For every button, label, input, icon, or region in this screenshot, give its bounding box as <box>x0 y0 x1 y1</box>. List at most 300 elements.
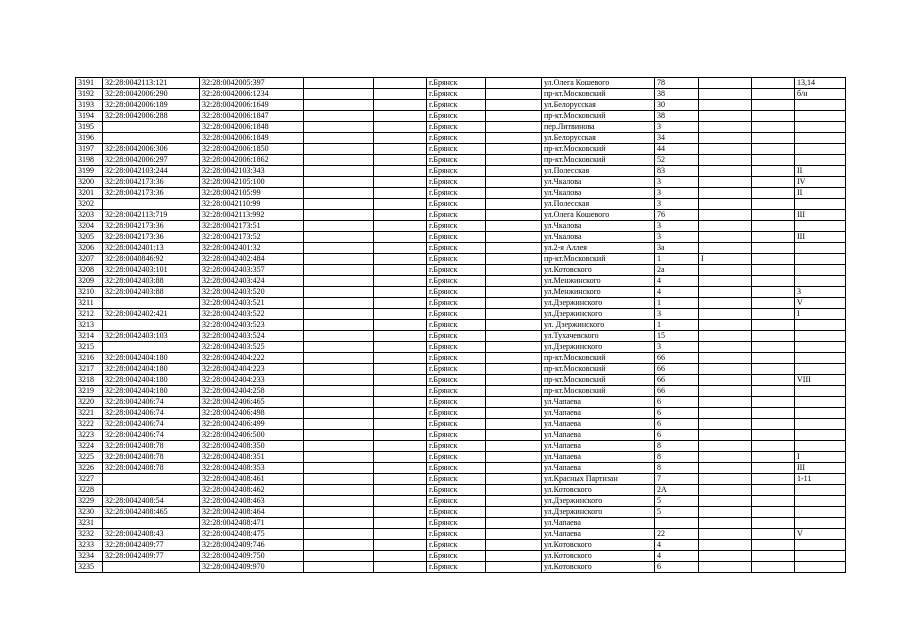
empty-cell <box>486 342 542 353</box>
city-cell: г.Брянск <box>427 364 486 375</box>
empty-cell <box>486 529 542 540</box>
cadastral-number-cell: 32:28:0042006:290 <box>103 89 200 100</box>
city-cell: г.Брянск <box>427 529 486 540</box>
house-cell: 4 <box>655 540 699 551</box>
empty-cell <box>374 166 427 177</box>
empty-cell <box>374 210 427 221</box>
table-row <box>76 408 846 419</box>
house-cell: 6 <box>655 419 699 430</box>
building-cell <box>699 177 752 188</box>
empty-cell <box>374 243 427 254</box>
empty-cell <box>304 232 374 243</box>
empty-cell <box>304 419 374 430</box>
city-cell: г.Брянск <box>427 342 486 353</box>
city-cell: г.Брянск <box>427 331 486 342</box>
street-cell: ул.Белорусская <box>542 100 655 111</box>
empty-cell <box>304 364 374 375</box>
building-cell <box>699 89 752 100</box>
row-number-cell: 3221 <box>76 408 103 419</box>
empty-cell <box>752 408 795 419</box>
object-cadastral-cell: 32:28:0042404:222 <box>200 353 304 364</box>
empty-cell <box>374 232 427 243</box>
street-cell: ул.Чкалова <box>542 221 655 232</box>
empty-cell <box>304 78 374 89</box>
cadastral-number-cell: 32:28:0042408:465 <box>103 507 200 518</box>
building-cell <box>699 287 752 298</box>
building-cell <box>699 309 752 320</box>
empty-cell <box>752 518 795 529</box>
empty-cell <box>304 166 374 177</box>
empty-cell <box>304 408 374 419</box>
premises-cell <box>795 276 846 287</box>
building-cell <box>699 221 752 232</box>
house-cell: 76 <box>655 210 699 221</box>
building-cell <box>699 485 752 496</box>
row-number-cell: 3217 <box>76 364 103 375</box>
premises-cell <box>795 265 846 276</box>
premises-cell: III <box>795 210 846 221</box>
table-row <box>76 331 846 342</box>
row-number-cell: 3202 <box>76 199 103 210</box>
empty-cell <box>304 210 374 221</box>
object-cadastral-cell: 32:28:0042006:1862 <box>200 155 304 166</box>
empty-cell <box>486 276 542 287</box>
empty-cell <box>374 265 427 276</box>
empty-cell <box>486 485 542 496</box>
empty-cell <box>486 320 542 331</box>
house-cell: 4 <box>655 276 699 287</box>
premises-cell <box>795 386 846 397</box>
house-cell: 6 <box>655 397 699 408</box>
row-number-cell: 3223 <box>76 430 103 441</box>
empty-cell <box>304 133 374 144</box>
premises-cell <box>795 507 846 518</box>
cadastral-number-cell: 32:28:0042006:288 <box>103 111 200 122</box>
empty-cell <box>486 551 542 562</box>
empty-cell <box>752 254 795 265</box>
object-cadastral-cell: 32:28:0042006:1847 <box>200 111 304 122</box>
empty-cell <box>752 331 795 342</box>
street-cell: ул.Олега Кошевого <box>542 78 655 89</box>
row-number-cell: 3201 <box>76 188 103 199</box>
row-number-cell: 3209 <box>76 276 103 287</box>
cadastral-number-cell: 32:28:0042173:36 <box>103 221 200 232</box>
empty-cell <box>304 144 374 155</box>
table-row <box>76 254 846 265</box>
row-number-cell: 3224 <box>76 441 103 452</box>
empty-cell <box>304 309 374 320</box>
cadastral-number-cell: 32:28:0042408:54 <box>103 496 200 507</box>
table-row <box>76 386 846 397</box>
table-row <box>76 199 846 210</box>
object-cadastral-cell: 32:28:0042173:52 <box>200 232 304 243</box>
row-number-cell: 3228 <box>76 485 103 496</box>
city-cell: г.Брянск <box>427 441 486 452</box>
house-cell: 78 <box>655 78 699 89</box>
object-cadastral-cell: 32:28:0042006:1850 <box>200 144 304 155</box>
object-cadastral-cell: 32:28:0042403:525 <box>200 342 304 353</box>
table-row <box>76 111 846 122</box>
empty-cell <box>486 210 542 221</box>
empty-cell <box>374 562 427 573</box>
row-number-cell: 3200 <box>76 177 103 188</box>
empty-cell <box>486 474 542 485</box>
table-row <box>76 474 846 485</box>
table-row <box>76 562 846 573</box>
street-cell: пр-кт.Московский <box>542 111 655 122</box>
premises-cell: III <box>795 232 846 243</box>
table-row <box>76 452 846 463</box>
empty-cell <box>374 507 427 518</box>
object-cadastral-cell: 32:28:0042408:351 <box>200 452 304 463</box>
house-cell: 3 <box>655 221 699 232</box>
empty-cell <box>304 298 374 309</box>
premises-cell: I <box>795 309 846 320</box>
building-cell <box>699 276 752 287</box>
street-cell: ул.Полесская <box>542 166 655 177</box>
city-cell: г.Брянск <box>427 144 486 155</box>
table-row <box>76 100 846 111</box>
building-cell <box>699 397 752 408</box>
building-cell <box>699 518 752 529</box>
object-cadastral-cell: 32:28:0042408:464 <box>200 507 304 518</box>
street-cell: пр-кт.Московский <box>542 375 655 386</box>
empty-cell <box>486 309 542 320</box>
empty-cell <box>304 287 374 298</box>
table-row <box>76 122 846 133</box>
city-cell: г.Брянск <box>427 496 486 507</box>
empty-cell <box>752 320 795 331</box>
building-cell <box>699 551 752 562</box>
city-cell: г.Брянск <box>427 298 486 309</box>
empty-cell <box>752 243 795 254</box>
city-cell: г.Брянск <box>427 408 486 419</box>
city-cell: г.Брянск <box>427 551 486 562</box>
cadastral-number-cell <box>103 342 200 353</box>
empty-cell <box>752 463 795 474</box>
empty-cell <box>752 507 795 518</box>
building-cell <box>699 452 752 463</box>
street-cell: пер.Литвинова <box>542 122 655 133</box>
street-cell: ул.Дзержинского <box>542 298 655 309</box>
empty-cell <box>486 144 542 155</box>
empty-cell <box>486 386 542 397</box>
table-row <box>76 89 846 100</box>
premises-cell <box>795 133 846 144</box>
empty-cell <box>486 540 542 551</box>
house-cell: 3 <box>655 309 699 320</box>
row-number-cell: 3218 <box>76 375 103 386</box>
cadastral-number-cell: 32:28:0042173:36 <box>103 177 200 188</box>
table-row <box>76 320 846 331</box>
empty-cell <box>752 144 795 155</box>
street-cell: ул.Котовского <box>542 265 655 276</box>
street-cell: пр-кт.Московский <box>542 364 655 375</box>
premises-cell <box>795 254 846 265</box>
empty-cell <box>486 243 542 254</box>
empty-cell <box>752 353 795 364</box>
city-cell: г.Брянск <box>427 397 486 408</box>
house-cell: 38 <box>655 89 699 100</box>
building-cell <box>699 320 752 331</box>
empty-cell <box>304 254 374 265</box>
empty-cell <box>374 452 427 463</box>
table-row <box>76 298 846 309</box>
table-row <box>76 177 846 188</box>
premises-cell <box>795 199 846 210</box>
empty-cell <box>752 78 795 89</box>
house-cell: 7 <box>655 474 699 485</box>
empty-cell <box>374 463 427 474</box>
street-cell: ул.Красных Партизан <box>542 474 655 485</box>
object-cadastral-cell: 32:28:0042105:99 <box>200 188 304 199</box>
building-cell <box>699 364 752 375</box>
city-cell: г.Брянск <box>427 111 486 122</box>
street-cell: ул.Дзержинского <box>542 507 655 518</box>
table-row <box>76 221 846 232</box>
premises-cell <box>795 518 846 529</box>
empty-cell <box>374 375 427 386</box>
cadastral-number-cell <box>103 133 200 144</box>
street-cell: пр-кт.Московский <box>542 254 655 265</box>
table-row <box>76 518 846 529</box>
premises-cell <box>795 122 846 133</box>
cadastral-number-cell <box>103 122 200 133</box>
cadastral-number-cell: 32:28:0042403:88 <box>103 287 200 298</box>
object-cadastral-cell: 32:28:0042105:100 <box>200 177 304 188</box>
building-cell <box>699 298 752 309</box>
table-row <box>76 287 846 298</box>
object-cadastral-cell: 32:28:0042403:521 <box>200 298 304 309</box>
street-cell: ул.Менжинского <box>542 287 655 298</box>
empty-cell <box>752 155 795 166</box>
building-cell <box>699 375 752 386</box>
house-cell: 66 <box>655 364 699 375</box>
empty-cell <box>374 199 427 210</box>
cadastral-number-cell: 32:28:0042173:36 <box>103 188 200 199</box>
row-number-cell: 3225 <box>76 452 103 463</box>
empty-cell <box>486 265 542 276</box>
street-cell: ул.Менжинского <box>542 276 655 287</box>
empty-cell <box>304 122 374 133</box>
street-cell: ул.Котовского <box>542 562 655 573</box>
table-row <box>76 529 846 540</box>
object-cadastral-cell: 32:28:0042110:99 <box>200 199 304 210</box>
cadastral-number-cell: 32:28:0042408:78 <box>103 463 200 474</box>
city-cell: г.Брянск <box>427 155 486 166</box>
empty-cell <box>752 89 795 100</box>
building-cell <box>699 232 752 243</box>
city-cell: г.Брянск <box>427 375 486 386</box>
empty-cell <box>304 177 374 188</box>
table-row <box>76 353 846 364</box>
empty-cell <box>486 562 542 573</box>
object-cadastral-cell: 32:28:0042113:992 <box>200 210 304 221</box>
premises-cell <box>795 144 846 155</box>
empty-cell <box>304 540 374 551</box>
empty-cell <box>374 331 427 342</box>
empty-cell <box>374 254 427 265</box>
object-cadastral-cell: 32:28:0042404:258 <box>200 386 304 397</box>
empty-cell <box>752 474 795 485</box>
empty-cell <box>752 276 795 287</box>
cadastral-number-cell: 32:28:0042406:74 <box>103 397 200 408</box>
city-cell: г.Брянск <box>427 265 486 276</box>
house-cell: 2а <box>655 265 699 276</box>
row-number-cell: 3230 <box>76 507 103 518</box>
premises-cell: V <box>795 298 846 309</box>
table-row <box>76 265 846 276</box>
empty-cell <box>304 353 374 364</box>
empty-cell <box>374 133 427 144</box>
empty-cell <box>486 452 542 463</box>
empty-cell <box>374 287 427 298</box>
empty-cell <box>374 309 427 320</box>
empty-cell <box>374 78 427 89</box>
empty-cell <box>304 551 374 562</box>
street-cell: пр-кт.Московский <box>542 155 655 166</box>
table-row <box>76 78 846 89</box>
empty-cell <box>752 166 795 177</box>
empty-cell <box>752 551 795 562</box>
empty-cell <box>752 496 795 507</box>
registry-table <box>75 77 846 573</box>
empty-cell <box>304 452 374 463</box>
empty-cell <box>304 331 374 342</box>
table-row <box>76 342 846 353</box>
building-cell <box>699 122 752 133</box>
house-cell: 38 <box>655 111 699 122</box>
street-cell: ул.Чапаева <box>542 518 655 529</box>
empty-cell <box>752 133 795 144</box>
cadastral-number-cell <box>103 298 200 309</box>
table-row <box>76 463 846 474</box>
table-row <box>76 397 846 408</box>
building-cell <box>699 441 752 452</box>
street-cell: ул.Котовского <box>542 540 655 551</box>
street-cell: ул.Чапаева <box>542 452 655 463</box>
empty-cell <box>374 276 427 287</box>
house-cell: 5 <box>655 507 699 518</box>
empty-cell <box>486 100 542 111</box>
empty-cell <box>374 518 427 529</box>
empty-cell <box>752 265 795 276</box>
table-row <box>76 210 846 221</box>
empty-cell <box>374 419 427 430</box>
empty-cell <box>304 276 374 287</box>
cadastral-number-cell: 32:28:0042403:88 <box>103 276 200 287</box>
empty-cell <box>304 89 374 100</box>
object-cadastral-cell: 32:28:0042408:475 <box>200 529 304 540</box>
empty-cell <box>486 375 542 386</box>
cadastral-number-cell: 32:28:0042406:74 <box>103 408 200 419</box>
premises-cell: I <box>795 452 846 463</box>
city-cell: г.Брянск <box>427 122 486 133</box>
cadastral-number-cell: 32:28:0042406:74 <box>103 419 200 430</box>
object-cadastral-cell: 32:28:0042408:353 <box>200 463 304 474</box>
object-cadastral-cell: 32:28:0042173:51 <box>200 221 304 232</box>
row-number-cell: 3193 <box>76 100 103 111</box>
building-cell <box>699 430 752 441</box>
city-cell: г.Брянск <box>427 386 486 397</box>
empty-cell <box>304 342 374 353</box>
empty-cell <box>304 474 374 485</box>
building-cell <box>699 243 752 254</box>
city-cell: г.Брянск <box>427 177 486 188</box>
house-cell: 3а <box>655 243 699 254</box>
object-cadastral-cell: 32:28:0042005:397 <box>200 78 304 89</box>
house-cell: 6 <box>655 562 699 573</box>
house-cell: 3 <box>655 188 699 199</box>
premises-cell <box>795 331 846 342</box>
premises-cell: 13,14 <box>795 78 846 89</box>
premises-cell: IV <box>795 177 846 188</box>
building-cell <box>699 111 752 122</box>
street-cell: ул.Чапаева <box>542 397 655 408</box>
empty-cell <box>304 485 374 496</box>
empty-cell <box>486 89 542 100</box>
empty-cell <box>486 353 542 364</box>
cadastral-number-cell: 32:28:0042113:121 <box>103 78 200 89</box>
empty-cell <box>304 375 374 386</box>
cadastral-number-cell: 32:28:0042403:103 <box>103 331 200 342</box>
building-cell <box>699 78 752 89</box>
row-number-cell: 3229 <box>76 496 103 507</box>
empty-cell <box>374 144 427 155</box>
city-cell: г.Брянск <box>427 562 486 573</box>
object-cadastral-cell: 32:28:0042403:522 <box>200 309 304 320</box>
empty-cell <box>752 485 795 496</box>
row-number-cell: 3215 <box>76 342 103 353</box>
premises-cell: 1-11 <box>795 474 846 485</box>
empty-cell <box>486 419 542 430</box>
empty-cell <box>304 518 374 529</box>
empty-cell <box>304 496 374 507</box>
house-cell: 1 <box>655 298 699 309</box>
table-row <box>76 507 846 518</box>
empty-cell <box>752 177 795 188</box>
premises-cell: V <box>795 529 846 540</box>
object-cadastral-cell: 32:28:0042404:233 <box>200 375 304 386</box>
street-cell: ул.Тухачевского <box>542 331 655 342</box>
row-number-cell: 3234 <box>76 551 103 562</box>
object-cadastral-cell: 32:28:0042408:350 <box>200 441 304 452</box>
building-cell <box>699 529 752 540</box>
table-row <box>76 243 846 254</box>
row-number-cell: 3205 <box>76 232 103 243</box>
cadastral-number-cell <box>103 562 200 573</box>
premises-cell: III <box>795 463 846 474</box>
object-cadastral-cell: 32:28:0042404:223 <box>200 364 304 375</box>
street-cell: ул.Олега Кошевого <box>542 210 655 221</box>
house-cell: 30 <box>655 100 699 111</box>
row-number-cell: 3210 <box>76 287 103 298</box>
house-cell: 83 <box>655 166 699 177</box>
empty-cell <box>752 221 795 232</box>
premises-cell <box>795 100 846 111</box>
table-row <box>76 551 846 562</box>
building-cell <box>699 155 752 166</box>
row-number-cell: 3207 <box>76 254 103 265</box>
city-cell: г.Брянск <box>427 232 486 243</box>
empty-cell <box>486 507 542 518</box>
street-cell: пр-кт.Московский <box>542 386 655 397</box>
cadastral-number-cell: 32:28:0042404:180 <box>103 375 200 386</box>
building-cell <box>699 144 752 155</box>
empty-cell <box>374 474 427 485</box>
empty-cell <box>752 364 795 375</box>
table-row <box>76 364 846 375</box>
